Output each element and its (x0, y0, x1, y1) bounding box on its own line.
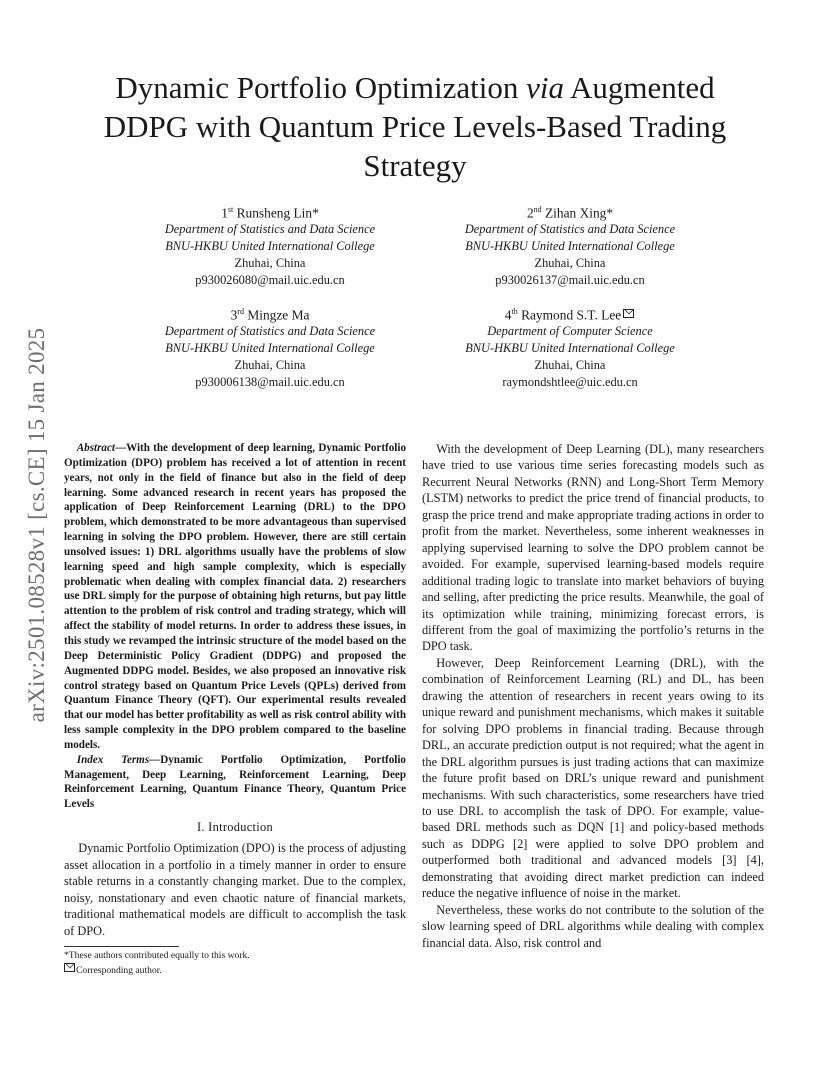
author-name: 1st Runsheng Lin* (221, 205, 319, 221)
abstract-text: —With the development of deep learning, Dynamic Portfolio Optimization (DPO) problem has received a lot of attention in recent years, not only in the field of finance but also in the field of deep learning. Some advanced research in recent years has proposed the application of Deep Reinforcement Learning (DRL) to the DPO problem, which demonstrated to be more advantageous than supervised learning in solving the DPO problem. However, there are still certain unsolved issues: 1) DRL algorithms usually have the problems of slow learning speed and high sample complexity, which is especially problematic when dealing with complex financial data. 2) researchers use DRL simply for the purpose of obtaining high returns, but pay little attention to the problem of risk control and trading strategy, which will affect the stability of model returns. In order to address these issues, in this study we revamped the intrinsic structure of the model based on the Deep Deterministic Policy Gradient (DDPG) and proposed the Augmented DDPG model. Besides, we also proposed an innovative risk control strategy based on Quantum Price Levels (QPLs) derived from Quantum Finance Theory (QFT). Our experimental results revealed that our model has better profitability as well as risk control ability with less sample complexity in the DPO problem compared to the baseline models. (64, 442, 406, 751)
author-email: p930006138@mail.uic.edu.cn (195, 375, 345, 390)
intro-paragraph-1: Dynamic Portfolio Optimization (DPO) is the process of adjusting asset allocation in a portfolio in a timely manner in order to ensure stable returns in a constantly changing market. Due to the complex, noisy, nonstationary and even chaotic nature of financial markets, traditional mathematical models are difficult to accomplish the task of DPO. (64, 841, 406, 938)
abstract-section (64, 441, 406, 812)
arxiv-identifier (22, 290, 52, 760)
index-terms-paragraph (64, 753, 406, 812)
envelope-icon (623, 309, 634, 318)
paper-title (70, 68, 760, 185)
introduction-right (422, 441, 764, 951)
index-terms-label: Index Terms (76, 753, 150, 766)
author-block-3 (120, 303, 420, 391)
author-inst: BNU-HKBU United International College (165, 239, 375, 254)
author-block-1 (120, 201, 420, 289)
author-dept: Department of Statistics and Data Science (164, 324, 376, 339)
intro-paragraph-2: With the development of Deep Learning (DL), many researchers have tried to use various time series forecasting models such as Recurrent Neural Networks (RNN) and Long-Short Term Memory (LSTM) networks to predict the price trend of financial products, to grasp the price trend and make appropriate trading actions in order to profit from the market. Nevertheless, some inherent weaknesses in applying supervised learning to solve the DPO problem cannot be avoided. For example, supervised learning-based models require additional trading logic to translate into market behaviors of buying and selling, after predicting the price results. Meanwhile, the goal of its optimization while training, minimizing forecast errors, is different from the goal of maximizing the portfolio’s returns in the DPO task. (422, 442, 764, 654)
footnote-corresponding: Corresponding author. (64, 963, 406, 978)
author-inst: BNU-HKBU United International College (465, 239, 675, 254)
title-via: via (526, 70, 564, 105)
intro-paragraph-4: Nevertheless, these works do not contribute to the solution of the slow learning speed of DRL algorithms while dealing with complex financial data. Also, risk control and (422, 902, 764, 950)
author-city: Zhuhai, China (534, 358, 606, 373)
author-name: 3rd Mingze Ma (230, 307, 310, 323)
abstract-paragraph (64, 441, 406, 753)
author-name: 2nd Zihan Xing* (526, 205, 614, 221)
author-dept: Department of Computer Science (487, 324, 653, 339)
abstract-label: Abstract (76, 442, 115, 454)
author-email: p930026137@mail.uic.edu.cn (495, 273, 645, 288)
author-block-4 (420, 303, 720, 391)
arxiv-id-text: arXiv:2501.08528v1 [cs.CE] 15 Jan 2025 (24, 327, 49, 723)
author-city: Zhuhai, China (234, 358, 306, 373)
footnotes (64, 946, 406, 977)
title-part-1: Dynamic Portfolio Optimization (115, 70, 527, 105)
author-dept: Department of Statistics and Data Science (464, 222, 676, 237)
author-email: p930026080@mail.uic.edu.cn (195, 273, 345, 288)
introduction-left (64, 819, 406, 939)
title-part-2: Augmented DDPG with Quantum Price Levels-Based Trading Strategy (103, 70, 727, 183)
author-inst: BNU-HKBU United International College (465, 341, 675, 356)
envelope-icon (64, 963, 75, 972)
footnote-rule (64, 946, 179, 947)
author-email: raymondshtlee@uic.edu.cn (502, 375, 638, 390)
section-heading-introduction: I. Introduction (196, 820, 274, 834)
index-terms-text: —Dynamic Portfolio Optimization, Portfolio Management, Deep Learning, Reinforcement Learning, Deep Reinforcement Learning, Quantum Finance Theory, Quantum Price Levels (64, 753, 406, 811)
intro-paragraph-3: However, Deep Reinforcement Learning (DRL), with the combination of Reinforcement Learning (RL) and DL, has been drawing the attention of researchers in recent years owing to its unique reward and punishment mechanisms, which makes it suitable for solving DPO problems in financial trading. Because through DRL, an accurate prediction output is not required; what the agent in the DRL algorithm pursues is just trading actions that can maximize the future profit based on DRL’s unique reward and punishment mechanisms. With such characteristics, some researchers have tried to use DRL to accomplish the task of DPO. For example, value-based DRL methods such as DQN [1] and policy-based methods such as DDPG [2] were applied to solve DPO problem and outperformed both traditional and advanced models [3] [4], demonstrating that avoiding direct market prediction can indeed reduce the negative influence of noise in the market. (422, 655, 764, 901)
author-name: 4th Raymond S.T. Lee (420, 303, 720, 323)
author-dept: Department of Statistics and Data Science (164, 222, 376, 237)
author-inst: BNU-HKBU United International College (165, 341, 375, 356)
author-block-2 (420, 201, 720, 289)
author-city: Zhuhai, China (234, 256, 306, 271)
author-city: Zhuhai, China (534, 256, 606, 271)
footnote-equal-contribution: *These authors contributed equally to this work. (64, 950, 250, 961)
